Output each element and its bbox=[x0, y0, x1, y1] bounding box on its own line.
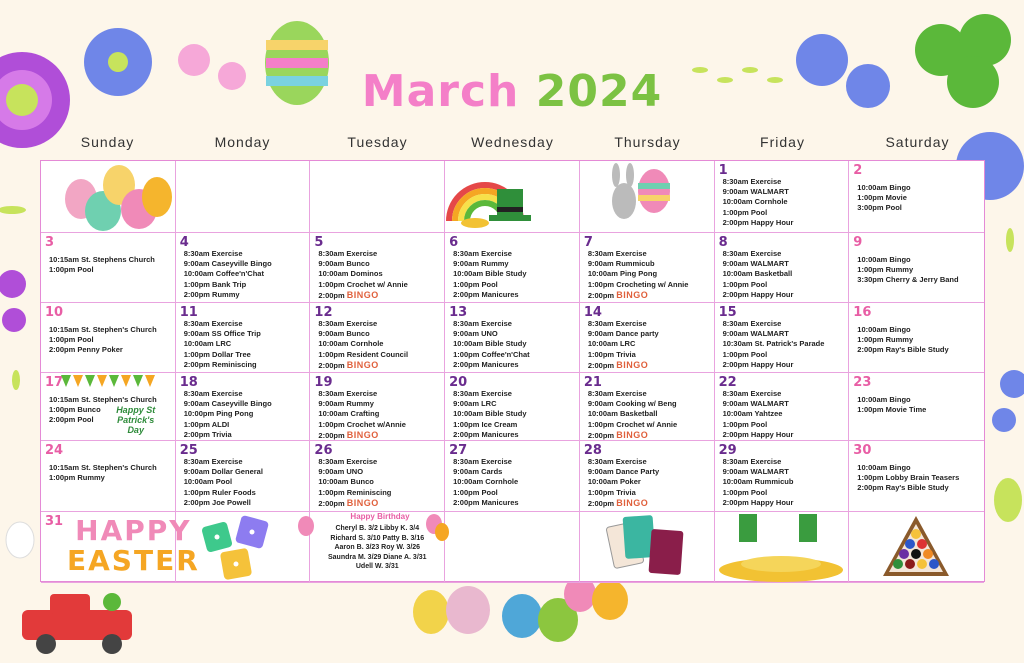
day-number: 3 bbox=[45, 235, 55, 250]
day-cell-28 bbox=[580, 441, 715, 512]
event-item: 1:00pm Pool bbox=[453, 487, 498, 497]
bingo-label: BINGO bbox=[346, 429, 379, 440]
event-list bbox=[184, 249, 308, 300]
event-item: 9:00am Caseyville Bingo bbox=[183, 259, 272, 269]
bunny-icon bbox=[6, 522, 34, 558]
day-number: 26 bbox=[314, 443, 333, 458]
day-number: 12 bbox=[314, 305, 333, 320]
day-cell-31 bbox=[41, 512, 200, 583]
day-header: Saturday bbox=[885, 134, 950, 150]
bingo-label: BINGO bbox=[616, 497, 649, 508]
event-item: 9:00am WALMART bbox=[722, 399, 789, 409]
event-list bbox=[588, 319, 712, 371]
event-item: 10:15am St. Stephen's Church bbox=[49, 325, 157, 334]
event-item: 1:00pm Pool bbox=[49, 265, 94, 275]
day-number: 11 bbox=[179, 305, 198, 320]
bingo-time: 2:00pm bbox=[587, 290, 615, 300]
event-item: 2:00pm Ray's Bible Study bbox=[857, 483, 949, 493]
event-item: 8:30am Exercise bbox=[722, 319, 782, 328]
event-item: 9:00am SS Office Trip bbox=[183, 329, 261, 339]
bingo-time: 2:00pm bbox=[318, 360, 345, 370]
event-list bbox=[184, 457, 308, 508]
event-list bbox=[723, 389, 847, 440]
event-item-bingo bbox=[588, 498, 712, 509]
dice-icon bbox=[176, 512, 310, 582]
event-item: 1:00pm Movie Time bbox=[857, 405, 927, 415]
event-list bbox=[723, 177, 847, 228]
event-item: 1:00pm Ruler Foods bbox=[183, 487, 256, 497]
day-number: 5 bbox=[314, 235, 324, 250]
event-item: 1:00pm Crochet w/ Annie bbox=[587, 419, 678, 429]
day-header: Friday bbox=[760, 134, 805, 150]
event-item: 9:00am UNO bbox=[453, 329, 498, 339]
day-cell-8 bbox=[715, 233, 850, 303]
page-title bbox=[0, 66, 1024, 117]
event-item: 8:30am Exercise bbox=[722, 249, 782, 258]
event-item: 2:00pm Happy Hour bbox=[722, 217, 794, 227]
purple-flower-icon bbox=[0, 270, 26, 298]
bingo-time: 2:00pm bbox=[587, 360, 615, 370]
day-header: Wednesday bbox=[471, 134, 554, 150]
title-year: 2024 bbox=[535, 66, 663, 117]
day-cell-16 bbox=[849, 303, 984, 373]
day-cell-24 bbox=[41, 441, 176, 512]
empty-day-cell bbox=[445, 512, 580, 583]
day-number: 10 bbox=[45, 305, 64, 320]
event-item: 8:30am Exercise bbox=[183, 389, 243, 398]
event-item: 8:30am Exercise bbox=[318, 389, 378, 398]
event-item: 10:00am Bible Study bbox=[453, 409, 527, 419]
blue-flower-icon bbox=[992, 408, 1016, 432]
day-cell-4 bbox=[176, 233, 311, 303]
event-list bbox=[857, 255, 982, 286]
event-list bbox=[453, 319, 577, 370]
event-list bbox=[318, 319, 442, 371]
day-cell-21 bbox=[580, 373, 715, 441]
event-item: 8:30am Exercise bbox=[722, 389, 782, 398]
bingo-label: BINGO bbox=[346, 497, 379, 508]
event-item: 9:00am Caseyville Bingo bbox=[183, 399, 272, 409]
day-header: Sunday bbox=[80, 134, 135, 150]
event-list bbox=[49, 255, 173, 275]
day-cell-25 bbox=[176, 441, 311, 512]
event-item: 9:00am LRC bbox=[453, 399, 497, 409]
event-item: 1:00pm Rummy bbox=[49, 473, 105, 483]
day-cell-14 bbox=[580, 303, 715, 373]
event-item: 3:00pm Pool bbox=[857, 203, 902, 213]
event-item: 9:00am WALMART bbox=[722, 467, 789, 477]
event-item: 9:00am Rummy bbox=[318, 399, 374, 409]
day-number: 25 bbox=[179, 443, 198, 458]
empty-day-cell bbox=[310, 512, 445, 583]
empty-day-cell bbox=[176, 161, 311, 233]
day-cell-19 bbox=[310, 373, 445, 441]
playing-cards-icon bbox=[580, 512, 714, 582]
day-number: 29 bbox=[718, 443, 737, 458]
easter-line-1: HAPPY bbox=[75, 514, 192, 547]
event-item: 10:00am LRC bbox=[587, 339, 636, 349]
day-cell-7 bbox=[580, 233, 715, 303]
event-item: 8:30am Exercise bbox=[587, 249, 647, 258]
event-list bbox=[318, 389, 442, 441]
event-item: 2:00pm Reminiscing bbox=[183, 359, 257, 369]
day-cell-3 bbox=[41, 233, 176, 303]
event-item: 10:00am Bunco bbox=[318, 477, 374, 487]
event-item: 1:00pm Pool bbox=[453, 279, 498, 289]
purple-flower-icon bbox=[2, 308, 26, 332]
day-cell-11 bbox=[176, 303, 311, 373]
event-item: 8:30am Exercise bbox=[722, 177, 782, 186]
event-item: 1:00pm Resident Council bbox=[318, 349, 409, 359]
day-number: 17 bbox=[45, 375, 64, 390]
event-item: 10:00am Bingo bbox=[857, 463, 911, 472]
event-item: 2:00pm Manicures bbox=[453, 429, 519, 439]
event-item: 9:00am Bunco bbox=[318, 259, 370, 269]
day-cell-29 bbox=[715, 441, 850, 512]
event-item: 2:00pm Trivia bbox=[183, 429, 232, 439]
event-item: 9:00am Dance Party bbox=[587, 467, 660, 477]
event-item: 8:30am Exercise bbox=[183, 249, 243, 258]
event-item: 2:00pm Joe Powell bbox=[183, 497, 251, 507]
billiard-rack-icon bbox=[849, 512, 983, 582]
event-item: 8:30am Exercise bbox=[318, 319, 378, 328]
day-number: 23 bbox=[853, 375, 872, 390]
day-cell-5 bbox=[310, 233, 445, 303]
event-item-bingo bbox=[318, 360, 442, 371]
day-number: 31 bbox=[45, 514, 64, 529]
event-item: 8:30am Exercise bbox=[318, 249, 378, 258]
bingo-label: BINGO bbox=[346, 289, 379, 300]
event-list bbox=[318, 457, 442, 509]
event-list bbox=[857, 183, 982, 214]
event-list bbox=[588, 389, 712, 441]
event-item: 10:00am Basketball bbox=[722, 269, 793, 279]
bingo-time: 2:00pm bbox=[318, 498, 345, 508]
empty-day-cell bbox=[176, 512, 311, 583]
event-item: 1:00pm Pool bbox=[722, 487, 768, 497]
event-item: 10:00am Bingo bbox=[857, 325, 911, 334]
empty-day-cell bbox=[445, 161, 580, 233]
birthday-title: Happy Birthday bbox=[350, 512, 410, 521]
event-item: 1:00pm Trivia bbox=[587, 487, 636, 497]
day-number: 21 bbox=[583, 375, 602, 390]
day-cell-12 bbox=[310, 303, 445, 373]
day-number: 9 bbox=[853, 235, 863, 250]
event-list bbox=[49, 325, 173, 356]
day-number: 8 bbox=[718, 235, 728, 250]
event-list bbox=[857, 463, 982, 494]
event-item: 8:30am Exercise bbox=[183, 319, 243, 328]
event-item: 1:00pm Crocheting w/ Annie bbox=[587, 279, 689, 289]
day-cell-1 bbox=[715, 161, 850, 233]
event-item: 8:30am Exercise bbox=[453, 389, 512, 398]
day-number: 30 bbox=[853, 443, 872, 458]
event-item: 10:00am Ping Pong bbox=[587, 269, 658, 279]
day-cell-26 bbox=[310, 441, 445, 512]
event-item: 2:00pm Happy Hour bbox=[722, 497, 794, 507]
day-cell-10 bbox=[41, 303, 176, 373]
event-item: 2:00pm Penny Poker bbox=[49, 345, 123, 355]
day-cell-30 bbox=[849, 441, 984, 512]
bingo-label: BINGO bbox=[616, 429, 649, 440]
event-item: 9:00am UNO bbox=[318, 467, 364, 477]
event-item: 9:00am Rummy bbox=[453, 259, 509, 269]
event-item: 8:30am Exercise bbox=[453, 457, 512, 466]
event-item: 1:00pm Pool bbox=[722, 349, 768, 359]
event-item: 1:00pm Pool bbox=[49, 335, 94, 345]
event-item: 1:00pm ALDI bbox=[183, 419, 230, 429]
empty-day-cell bbox=[580, 161, 715, 233]
day-cell-9 bbox=[849, 233, 984, 303]
event-item: 1:00pm Rummy bbox=[857, 335, 914, 345]
day-number: 13 bbox=[449, 305, 468, 320]
event-item: 10:00am Yahtzee bbox=[722, 409, 783, 419]
event-item: 9:00am Dance party bbox=[587, 329, 659, 339]
day-number: 6 bbox=[449, 235, 459, 250]
easter-line-2: EASTER bbox=[67, 544, 200, 577]
event-item: 9:00am WALMART bbox=[722, 187, 789, 197]
birthday-line: Saundra M. 3/29 Diane A. 3/31 bbox=[328, 553, 427, 561]
st-patricks-greeting: Happy St Patrick's Day bbox=[116, 405, 156, 435]
event-item: 1:00pm Lobby Brain Teasers bbox=[857, 473, 960, 483]
event-item: 8:30am Exercise bbox=[453, 249, 512, 258]
event-item: 10:00pm Ping Pong bbox=[183, 409, 254, 419]
event-list bbox=[723, 319, 847, 370]
birthday-line: Udell W. 3/31 bbox=[355, 563, 399, 570]
event-item: 10:00am Bingo bbox=[857, 183, 911, 192]
event-item: 1:00pm Bank Trip bbox=[183, 279, 247, 289]
calendar-grid bbox=[40, 160, 985, 582]
event-item: 10:00am Cornhole bbox=[453, 477, 519, 487]
day-number: 24 bbox=[45, 443, 64, 458]
day-cell-23 bbox=[849, 373, 984, 441]
bingo-time: 2:00pm bbox=[587, 430, 615, 440]
event-item: 9:00am Bunco bbox=[318, 329, 370, 339]
event-item: 10:15am St. Stephen's Church bbox=[49, 463, 157, 472]
day-cell-22 bbox=[715, 373, 850, 441]
event-item: 1:00pm Dollar Tree bbox=[183, 349, 251, 359]
event-item: 9:00am WALMART bbox=[722, 329, 789, 339]
event-item: 8:30am Exercise bbox=[318, 457, 378, 466]
event-item: 10:00am Poker bbox=[587, 477, 641, 487]
event-item: 10:00am Pool bbox=[183, 477, 233, 487]
bingo-label: BINGO bbox=[616, 289, 649, 300]
event-item: 10:00am Cornhole bbox=[722, 197, 788, 207]
day-number: 15 bbox=[718, 305, 737, 320]
event-item: 1:00pm Coffee'n'Chat bbox=[453, 349, 530, 359]
event-item: 1:00pm Movie bbox=[857, 193, 907, 203]
event-item: 10:00am Crafting bbox=[318, 409, 380, 419]
event-item: 1:00pm Bunco bbox=[49, 405, 101, 415]
event-list bbox=[49, 463, 173, 483]
event-list bbox=[588, 249, 712, 301]
day-number: 1 bbox=[718, 163, 728, 178]
day-number: 16 bbox=[853, 305, 872, 320]
day-number: 28 bbox=[583, 443, 602, 458]
event-item: 2:00pm Manicures bbox=[453, 289, 519, 299]
event-item: 10:00am Rummicub bbox=[722, 477, 794, 487]
day-number: 14 bbox=[583, 305, 602, 320]
rainbow-hat-icon bbox=[445, 161, 579, 231]
event-list bbox=[453, 389, 577, 440]
event-item: 1:00pm Ice Cream bbox=[453, 419, 518, 429]
day-cell-20 bbox=[445, 373, 580, 441]
event-list bbox=[588, 457, 712, 509]
event-item: 8:30am Exercise bbox=[453, 319, 512, 328]
day-cell-2 bbox=[849, 161, 984, 233]
days-of-week-header bbox=[40, 134, 985, 150]
event-item: 10:00am Bible Study bbox=[453, 269, 527, 279]
event-item: 8:30am Exercise bbox=[587, 457, 647, 466]
bunny-egg-icon bbox=[580, 161, 714, 231]
red-truck-icon bbox=[22, 593, 132, 654]
event-item: 9:00am Cooking w/ Beng bbox=[587, 399, 677, 409]
day-number: 18 bbox=[179, 375, 198, 390]
event-list bbox=[723, 457, 847, 508]
event-item: 2:00pm Happy Hour bbox=[722, 289, 794, 299]
event-item-bingo bbox=[588, 290, 712, 301]
day-header: Monday bbox=[214, 134, 271, 150]
event-item: 10:00am Dominos bbox=[318, 269, 383, 279]
event-item: 10:00am LRC bbox=[183, 339, 232, 349]
day-number: 7 bbox=[583, 235, 593, 250]
birthday-list bbox=[310, 524, 444, 572]
event-item-bingo bbox=[318, 498, 442, 509]
event-item: 2:00pm Happy Hour bbox=[722, 429, 794, 439]
event-item: 9:00am Dollar General bbox=[183, 467, 263, 477]
event-item: 10:00am Coffee'n'Chat bbox=[183, 269, 264, 279]
event-item: 1:00pm Pool bbox=[722, 279, 768, 289]
event-item: 2:00pm Pool bbox=[49, 415, 94, 425]
easter-eggs-icon bbox=[41, 161, 175, 231]
event-item: 2:00pm Ray's Bible Study bbox=[857, 345, 949, 355]
event-item: 2:00pm Rummy bbox=[183, 289, 240, 299]
event-item: 10:00am Cornhole bbox=[318, 339, 384, 349]
event-item: 8:30am Exercise bbox=[722, 457, 782, 466]
blue-flower-icon bbox=[1000, 370, 1024, 398]
empty-day-cell bbox=[310, 161, 445, 233]
day-number: 20 bbox=[449, 375, 468, 390]
event-item: 10:15am St. Stephen's Church bbox=[49, 395, 157, 404]
day-cell-27 bbox=[445, 441, 580, 512]
event-item: 1:00pm Pool bbox=[722, 207, 768, 217]
event-list bbox=[723, 249, 847, 300]
event-item-bingo bbox=[588, 430, 712, 441]
bingo-time: 2:00pm bbox=[318, 430, 345, 440]
day-number: 19 bbox=[314, 375, 333, 390]
event-list bbox=[857, 325, 982, 356]
birthday-line: Richard S. 3/10 Patty B. 3/16 bbox=[330, 534, 425, 542]
bingo-time: 2:00pm bbox=[587, 498, 615, 508]
event-item: 1:00pm Rummy bbox=[857, 265, 914, 275]
event-item: 10:00am Bingo bbox=[857, 395, 911, 404]
event-list bbox=[857, 395, 982, 415]
event-item: 8:30am Exercise bbox=[587, 389, 647, 398]
birthday-line: Cheryl B. 3/2 Libby K. 3/4 bbox=[335, 525, 420, 532]
event-item: 1:00pm Trivia bbox=[587, 349, 636, 359]
easter-eggs-icon bbox=[413, 576, 628, 642]
event-item: 10:15am St. Stephens Church bbox=[49, 255, 155, 264]
event-item: 9:00am Cards bbox=[453, 467, 503, 477]
empty-day-cell bbox=[715, 512, 850, 583]
day-number: 22 bbox=[718, 375, 737, 390]
event-item: 10:30am St. Patrick's Parade bbox=[722, 339, 825, 349]
event-item-bingo bbox=[318, 290, 442, 301]
event-item: 2:00pm Manicures bbox=[453, 359, 519, 369]
event-list bbox=[453, 457, 577, 508]
day-number: 4 bbox=[179, 235, 189, 250]
day-cell-13 bbox=[445, 303, 580, 373]
empty-day-cell bbox=[580, 512, 715, 583]
event-item: 2:00pm Happy Hour bbox=[722, 359, 794, 369]
bingo-time: 2:00pm bbox=[318, 290, 345, 300]
day-cell-6 bbox=[445, 233, 580, 303]
day-header: Tuesday bbox=[347, 134, 408, 150]
title-month: March bbox=[361, 66, 520, 117]
event-item: 3:30pm Cherry & Jerry Band bbox=[857, 275, 959, 285]
day-number: 2 bbox=[853, 163, 863, 178]
day-cell-18 bbox=[176, 373, 311, 441]
day-header: Thursday bbox=[614, 134, 681, 150]
event-item-bingo bbox=[588, 360, 712, 371]
event-list bbox=[453, 249, 577, 300]
event-item: 1:00pm Reminiscing bbox=[318, 487, 392, 497]
empty-day-cell bbox=[849, 512, 984, 583]
birthday-line: Aaron B. 3/23 Roy W. 3/26 bbox=[334, 544, 421, 551]
bingo-label: BINGO bbox=[616, 359, 649, 370]
event-item: 8:30am Exercise bbox=[183, 457, 243, 466]
event-list bbox=[318, 249, 442, 301]
event-item: 9:00am WALMART bbox=[722, 259, 789, 269]
event-item: 8:30am Exercise bbox=[587, 319, 647, 328]
day-number: 27 bbox=[449, 443, 468, 458]
event-item: 1:00pm Crochet w/ Annie bbox=[318, 279, 408, 289]
event-list bbox=[184, 319, 308, 370]
event-list bbox=[184, 389, 308, 440]
event-item: 10:00am Bible Study bbox=[453, 339, 527, 349]
bingo-label: BINGO bbox=[346, 359, 379, 370]
empty-day-cell bbox=[41, 161, 176, 233]
event-item: 2:00pm Manicures bbox=[453, 497, 519, 507]
event-item: 10:00am Basketball bbox=[587, 409, 658, 419]
event-item: 1:00pm Pool bbox=[722, 419, 768, 429]
day-cell-15 bbox=[715, 303, 850, 373]
day-cell-17 bbox=[41, 373, 176, 441]
leprechaun-gold-icon bbox=[715, 512, 849, 582]
event-item: 10:00am Bingo bbox=[857, 255, 911, 264]
event-item: 9:00am Rummicub bbox=[587, 259, 655, 269]
event-item-bingo bbox=[318, 430, 442, 441]
event-item: 1:00pm Crochet w/Annie bbox=[318, 419, 406, 429]
